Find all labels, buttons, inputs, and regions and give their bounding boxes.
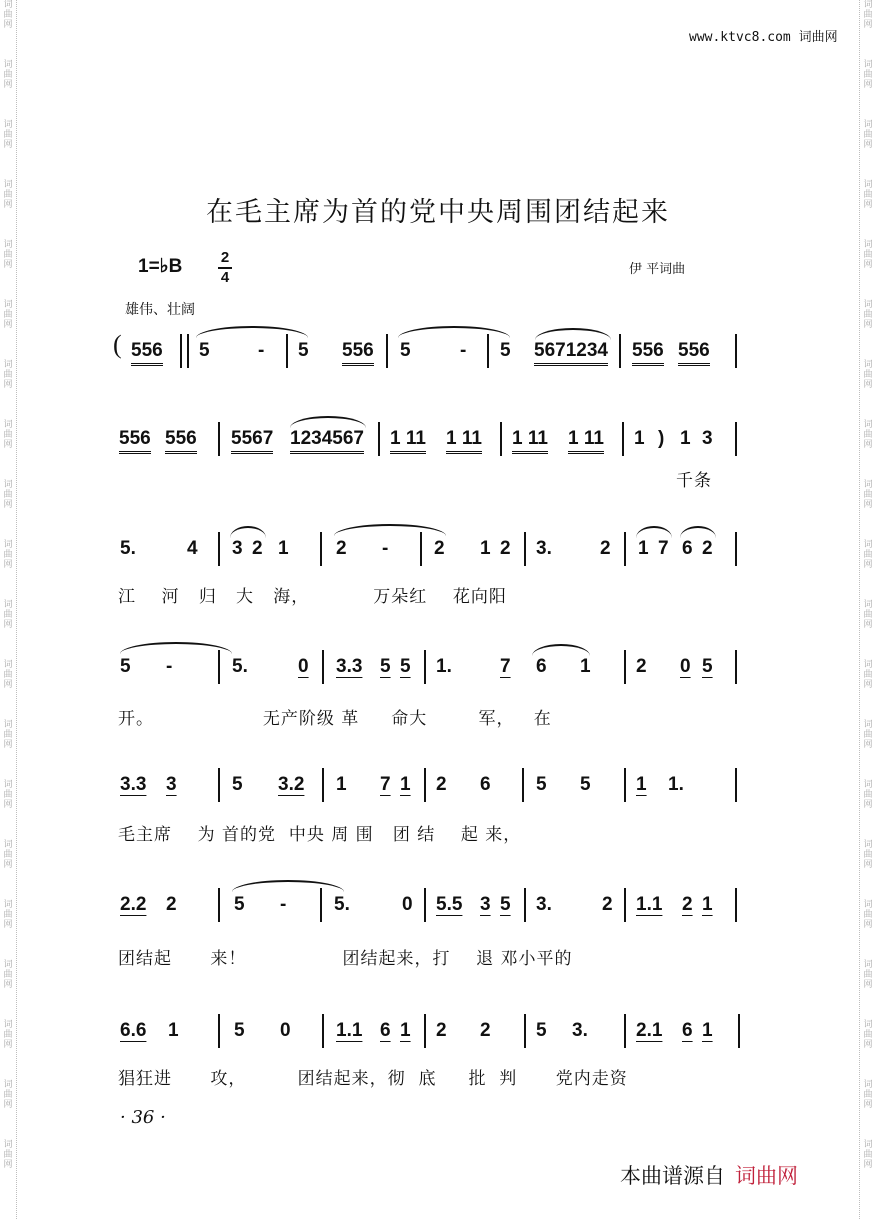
time-signature-top: 2 xyxy=(220,249,230,266)
note: - xyxy=(460,340,467,361)
note: 1 11 xyxy=(390,428,426,454)
note: 5. xyxy=(232,656,248,677)
barline xyxy=(386,334,388,368)
note: 2 xyxy=(602,894,613,915)
note: 2.2 xyxy=(120,894,147,915)
barline xyxy=(218,768,220,802)
lyric-line: 江 河 归 大 海， 万朵红 花向阳 xyxy=(118,587,507,607)
side-watermark: 词 曲 网 xyxy=(863,960,873,990)
barline xyxy=(624,768,626,802)
note: 3 xyxy=(232,538,243,559)
side-watermark: 词 曲 网 xyxy=(3,660,13,690)
side-watermark: 词 曲 网 xyxy=(3,780,13,810)
side-watermark: 词 曲 网 xyxy=(863,120,873,150)
side-watermark: 词 曲 网 xyxy=(3,0,13,30)
side-watermark: 词 曲 网 xyxy=(863,600,873,630)
tempo-marking: 雄伟、壮阔 xyxy=(125,302,195,318)
barline xyxy=(619,334,621,368)
left-watermark-strip xyxy=(0,0,17,1219)
slur xyxy=(532,644,590,656)
side-watermark: 词 曲 网 xyxy=(863,420,873,450)
note: 5 xyxy=(702,656,713,677)
close-paren: ) xyxy=(658,428,665,449)
note: 0 xyxy=(280,1020,291,1041)
side-watermark: 词 曲 网 xyxy=(3,180,13,210)
slur xyxy=(680,526,716,538)
note: 1 11 xyxy=(568,428,604,454)
barline xyxy=(218,888,220,922)
note: 3.2 xyxy=(278,774,305,795)
note: 1. xyxy=(436,656,452,677)
note: 556 xyxy=(342,340,374,366)
barline xyxy=(624,532,626,566)
side-watermark: 词 曲 网 xyxy=(3,360,13,390)
lyric-line: 猖狂进 攻， 团结起来，彻 底 批 判 党内走资 xyxy=(118,1069,628,1089)
side-watermark: 词 曲 网 xyxy=(863,240,873,270)
song-title: 在毛主席为首的党中央周围团结起来 xyxy=(206,197,670,228)
note: 0 xyxy=(402,894,413,915)
note: 0 xyxy=(298,656,309,677)
note: 4 xyxy=(187,538,198,559)
barline xyxy=(286,334,288,368)
note: 1 xyxy=(638,538,649,559)
tie-slur xyxy=(196,326,308,338)
side-watermark: 词 曲 网 xyxy=(863,1080,873,1110)
barline xyxy=(738,1014,740,1048)
slur xyxy=(636,526,672,538)
side-watermark: 词 曲 网 xyxy=(3,60,13,90)
note: 5 xyxy=(580,774,591,795)
note: 3 xyxy=(166,774,177,795)
time-signature-bottom: 4 xyxy=(220,269,230,286)
note: 2 xyxy=(702,538,713,559)
lyric-line: 千条 xyxy=(676,471,712,491)
side-watermark: 词 曲 网 xyxy=(863,0,873,30)
lyric-line: 开。 无产阶级 革 命大 军， 在 xyxy=(118,709,552,729)
source-attribution xyxy=(620,1160,798,1190)
side-watermark: 词 曲 网 xyxy=(863,60,873,90)
key-signature: 1=♭B xyxy=(138,256,183,277)
barline xyxy=(500,422,502,456)
note: 1 xyxy=(680,428,691,449)
note: 1.1 xyxy=(336,1020,363,1041)
note: 6 xyxy=(480,774,491,795)
barline xyxy=(218,1014,220,1048)
slur xyxy=(290,416,366,428)
note: 5 xyxy=(500,340,511,361)
song-credit: 伊 平词曲 xyxy=(629,262,686,277)
barline xyxy=(424,888,426,922)
barline xyxy=(420,532,422,566)
note: 556 xyxy=(632,340,664,366)
barline xyxy=(524,1014,526,1048)
side-watermark: 词 曲 网 xyxy=(3,420,13,450)
right-watermark-strip xyxy=(859,0,876,1219)
barline xyxy=(735,334,737,368)
note: 1. xyxy=(668,774,684,795)
barline xyxy=(322,650,324,684)
barline xyxy=(522,768,524,802)
barline xyxy=(378,422,380,456)
open-paren: ( xyxy=(113,330,122,359)
note: 5 xyxy=(199,340,210,361)
barline xyxy=(424,1014,426,1048)
note: 2 xyxy=(636,656,647,677)
side-watermark: 词 曲 网 xyxy=(3,960,13,990)
note: 6.6 xyxy=(120,1020,147,1041)
note: 5 xyxy=(234,894,245,915)
barline xyxy=(524,532,526,566)
slur xyxy=(230,526,266,538)
note: - xyxy=(166,656,173,677)
side-watermark: 词 曲 网 xyxy=(863,360,873,390)
repeat-barline xyxy=(180,334,189,368)
barline xyxy=(735,650,737,684)
barline xyxy=(424,650,426,684)
note: 1 xyxy=(702,894,713,915)
side-watermark: 词 曲 网 xyxy=(3,600,13,630)
note: 7 xyxy=(500,656,511,677)
note: 5. xyxy=(120,538,136,559)
side-watermark: 词 曲 网 xyxy=(863,660,873,690)
source-site-link[interactable]: 词曲网 xyxy=(735,1164,798,1188)
note: 1234567 xyxy=(290,428,364,454)
side-watermark: 词 曲 网 xyxy=(3,240,13,270)
slur xyxy=(535,328,611,340)
source-label: 本曲谱源自 xyxy=(620,1164,725,1188)
note: 2.1 xyxy=(636,1020,663,1041)
note: 2 xyxy=(166,894,177,915)
side-watermark: 词 曲 网 xyxy=(3,900,13,930)
barline xyxy=(735,888,737,922)
note: 2 xyxy=(500,538,511,559)
note: 6 xyxy=(380,1020,391,1041)
time-signature xyxy=(218,250,232,286)
note: 1.1 xyxy=(636,894,663,915)
side-watermark: 词 曲 网 xyxy=(863,780,873,810)
tie-slur xyxy=(334,524,446,536)
note: 3 xyxy=(480,894,491,915)
note: 1 xyxy=(634,428,645,449)
barline xyxy=(218,650,220,684)
note: 3. xyxy=(572,1020,588,1041)
note: 556 xyxy=(678,340,710,366)
side-watermark: 词 曲 网 xyxy=(3,540,13,570)
side-watermark: 词 曲 网 xyxy=(3,120,13,150)
note: 5.5 xyxy=(436,894,463,915)
note: 5 xyxy=(234,1020,245,1041)
note: 5 xyxy=(536,1020,547,1041)
note: 5 xyxy=(298,340,309,361)
barline xyxy=(320,888,322,922)
note: 5567 xyxy=(231,428,273,454)
note: 6 xyxy=(536,656,547,677)
note: 5 xyxy=(120,656,131,677)
side-watermark: 词 曲 网 xyxy=(863,300,873,330)
barline xyxy=(524,888,526,922)
note: 3.3 xyxy=(120,774,147,795)
note: 1 11 xyxy=(446,428,482,454)
barline xyxy=(218,532,220,566)
note: 5 xyxy=(380,656,391,677)
barline xyxy=(218,422,220,456)
barline xyxy=(624,1014,626,1048)
note: 1 xyxy=(168,1020,179,1041)
side-watermark: 词 曲 网 xyxy=(863,1020,873,1050)
note: 3.3 xyxy=(336,656,363,677)
note: 5 xyxy=(400,656,411,677)
note: 6 xyxy=(682,1020,693,1041)
side-watermark: 词 曲 网 xyxy=(863,720,873,750)
note: 3. xyxy=(536,894,552,915)
side-watermark: 词 曲 网 xyxy=(3,1140,13,1170)
note: 7 xyxy=(658,538,669,559)
site-url[interactable] xyxy=(689,26,838,45)
barline xyxy=(322,1014,324,1048)
note: 556 xyxy=(131,340,163,366)
side-watermark: 词 曲 网 xyxy=(3,300,13,330)
side-watermark: 词 曲 网 xyxy=(3,480,13,510)
side-watermark: 词 曲 网 xyxy=(863,900,873,930)
side-watermark: 词 曲 网 xyxy=(863,480,873,510)
note: 1 xyxy=(702,1020,713,1041)
tie-slur xyxy=(120,642,232,654)
lyric-line: 团结起 来！ 团结起来，打 退 邓小平的 xyxy=(118,949,573,969)
side-watermark: 词 曲 网 xyxy=(863,840,873,870)
note: 1 xyxy=(636,774,647,795)
note: 2 xyxy=(252,538,263,559)
note: 0 xyxy=(680,656,691,677)
note: 6 xyxy=(682,538,693,559)
barline xyxy=(624,650,626,684)
note: 1 xyxy=(400,774,411,795)
tie-slur xyxy=(232,880,344,892)
note: 1 xyxy=(400,1020,411,1041)
note: 1 11 xyxy=(512,428,548,454)
note: - xyxy=(258,340,265,361)
barline xyxy=(622,422,624,456)
site-name[interactable]: 词曲网 xyxy=(798,30,838,45)
barline xyxy=(320,532,322,566)
note: - xyxy=(280,894,287,915)
barline xyxy=(424,768,426,802)
lyric-line: 毛主席 为 首的党 中央 周 围 团 结 起 来， xyxy=(118,825,522,845)
side-watermark: 词 曲 网 xyxy=(3,1020,13,1050)
note: 5 xyxy=(536,774,547,795)
barline xyxy=(735,768,737,802)
note: 5 xyxy=(400,340,411,361)
note: 2 xyxy=(480,1020,491,1041)
note: - xyxy=(382,538,389,559)
note: 2 xyxy=(436,1020,447,1041)
side-watermark: 词 曲 网 xyxy=(863,1140,873,1170)
note: 3 xyxy=(702,428,713,449)
side-watermark: 词 曲 网 xyxy=(3,840,13,870)
note: 1 xyxy=(278,538,289,559)
side-watermark: 词 曲 网 xyxy=(3,1080,13,1110)
note: 556 xyxy=(119,428,151,454)
note: 2 xyxy=(436,774,447,795)
side-watermark: 词 曲 网 xyxy=(863,540,873,570)
note: 2 xyxy=(682,894,693,915)
site-url-text[interactable]: www.ktvc8.com xyxy=(689,30,791,45)
note: 556 xyxy=(165,428,197,454)
note: 3. xyxy=(536,538,552,559)
barline xyxy=(624,888,626,922)
note: 7 xyxy=(380,774,391,795)
barline xyxy=(735,532,737,566)
note: 2 xyxy=(336,538,347,559)
barline xyxy=(487,334,489,368)
page-number: · 36 · xyxy=(120,1107,166,1128)
note: 5 xyxy=(500,894,511,915)
side-watermark: 词 曲 网 xyxy=(3,720,13,750)
side-watermark: 词 曲 网 xyxy=(863,180,873,210)
note: 1 xyxy=(336,774,347,795)
note: 1 xyxy=(480,538,491,559)
note: 5. xyxy=(334,894,350,915)
note: 2 xyxy=(434,538,445,559)
note: 5671234 xyxy=(534,340,608,366)
barline xyxy=(735,422,737,456)
note: 2 xyxy=(600,538,611,559)
barline xyxy=(322,768,324,802)
note: 5 xyxy=(232,774,243,795)
tie-slur xyxy=(398,326,510,338)
note: 1 xyxy=(580,656,591,677)
